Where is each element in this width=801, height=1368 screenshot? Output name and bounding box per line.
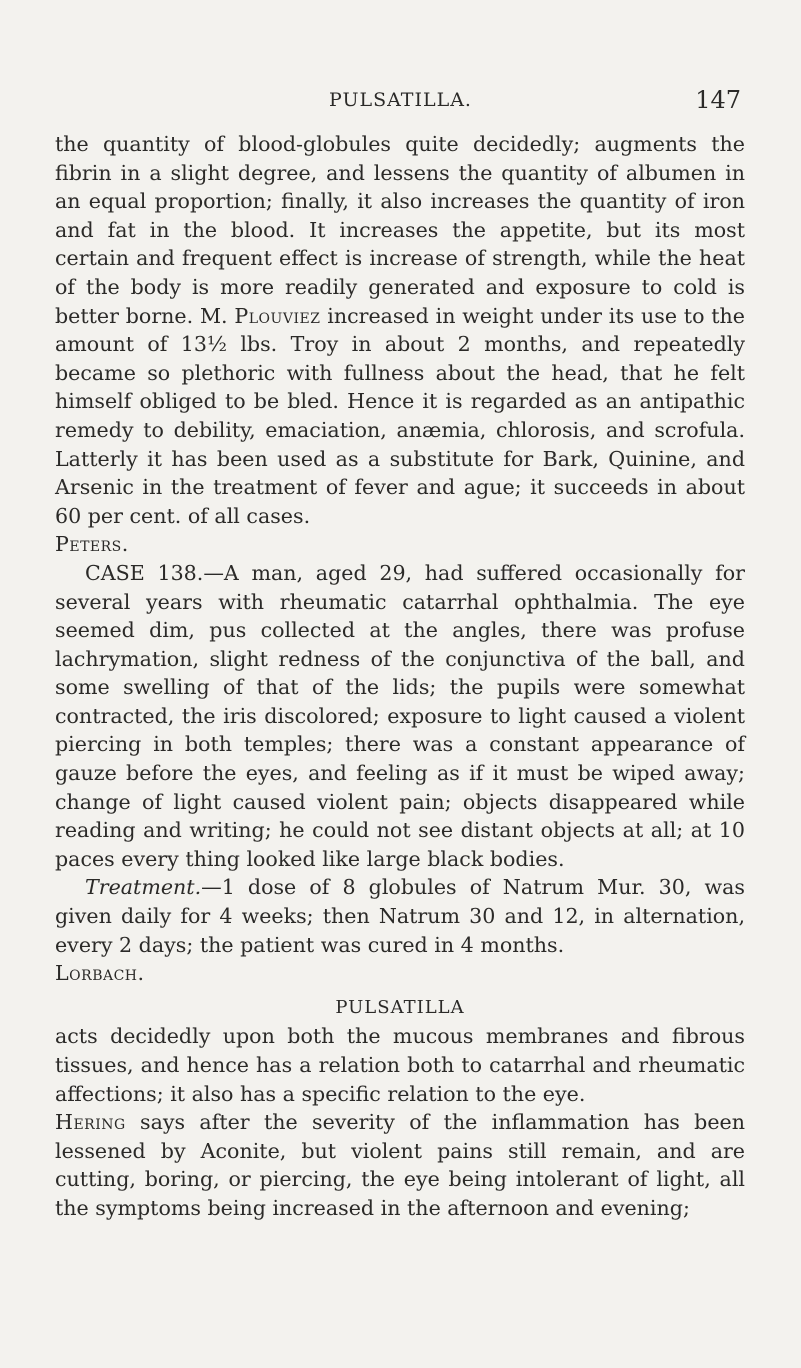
page-number: 147 <box>695 86 741 114</box>
paragraph-text: increased in weight under its use to the amount of 13½ lbs. Troy in about 2 months, and repeatedly became so plethoric with fullness about the head, that he felt himself obliged to be bled. Hence it is regarded as an antipathic remedy to debility, emaciation, anæmia, chlorosis, and scrofula. Latterly it has been used as a substitute for Bark, Quinine, and Arsenic in the treatment of fever and ague; it succeeds in about 60 per cent. of all cases. <box>55 303 745 528</box>
treatment-text: —1 dose of 8 globules of Natrum Mur. 30, was given daily for 4 weeks; then Natrum 30 and 12, in alternation, every 2 days; the patient was cured in 4 months. <box>55 875 745 957</box>
treatment-paragraph <box>55 873 745 987</box>
body-text <box>55 130 745 1223</box>
section-heading: PULSATILLA <box>335 996 465 1018</box>
author-name: Hering <box>55 1110 126 1135</box>
case-text: CASE 138.—A man, aged 29, had suffered occasionally for several years with rheumatic catarrhal ophthalmia. The eye seemed dim, pus collected at the angles, there was profuse lachrymation, slight redness of the conjunctiva of the ball, and some swelling of that of the lids; the pupils were somewhat contracted, the iris discolored; exposure to light caused a violent piercing in both temples; there was a constant appearance of gauze before the eyes, and feeling as if it must be wiped away; change of light caused violent pain; objects disappeared while reading and writing; he could not see distant objects at all; at 10 paces every thing looked like large black bodies. <box>55 560 745 871</box>
case-paragraph <box>55 559 745 874</box>
author-citation: Lorbach. <box>55 961 145 986</box>
section-paragraph <box>55 1022 745 1222</box>
section-text: acts decidedly upon both the mucous membranes and fibrous tissues, and hence has a relation both to catarrhal and rheumatic affections; it also has a specific relation to the eye. <box>55 1024 745 1106</box>
section-text: says after the severity of the inflammation has been lessened by Aconite, but violent pains still remain, and are cutting, boring, or piercing, the eye being intolerant of light, all the symptoms being increased in the afternoon and evening; <box>55 1110 746 1220</box>
paragraph-continued <box>55 130 745 559</box>
running-head <box>0 86 801 116</box>
author-name: Plouviez <box>234 303 321 328</box>
treatment-label: Treatment. <box>85 875 202 900</box>
paragraph-text: the quantity of blood-globules quite decidedly; augments the fibrin in a slight degree, and lessens the quantity of albumen in an equal proportion; finally, it also increases the quantity of iron and fat in the blood. It increases the appetite, but its most certain and frequent effect is increase of strength, while the heat of the body is more readily generated and exposure to cold is better borne. M. <box>55 132 745 328</box>
author-citation: Peters. <box>55 532 129 557</box>
running-title: PULSATILLA. <box>329 89 472 111</box>
